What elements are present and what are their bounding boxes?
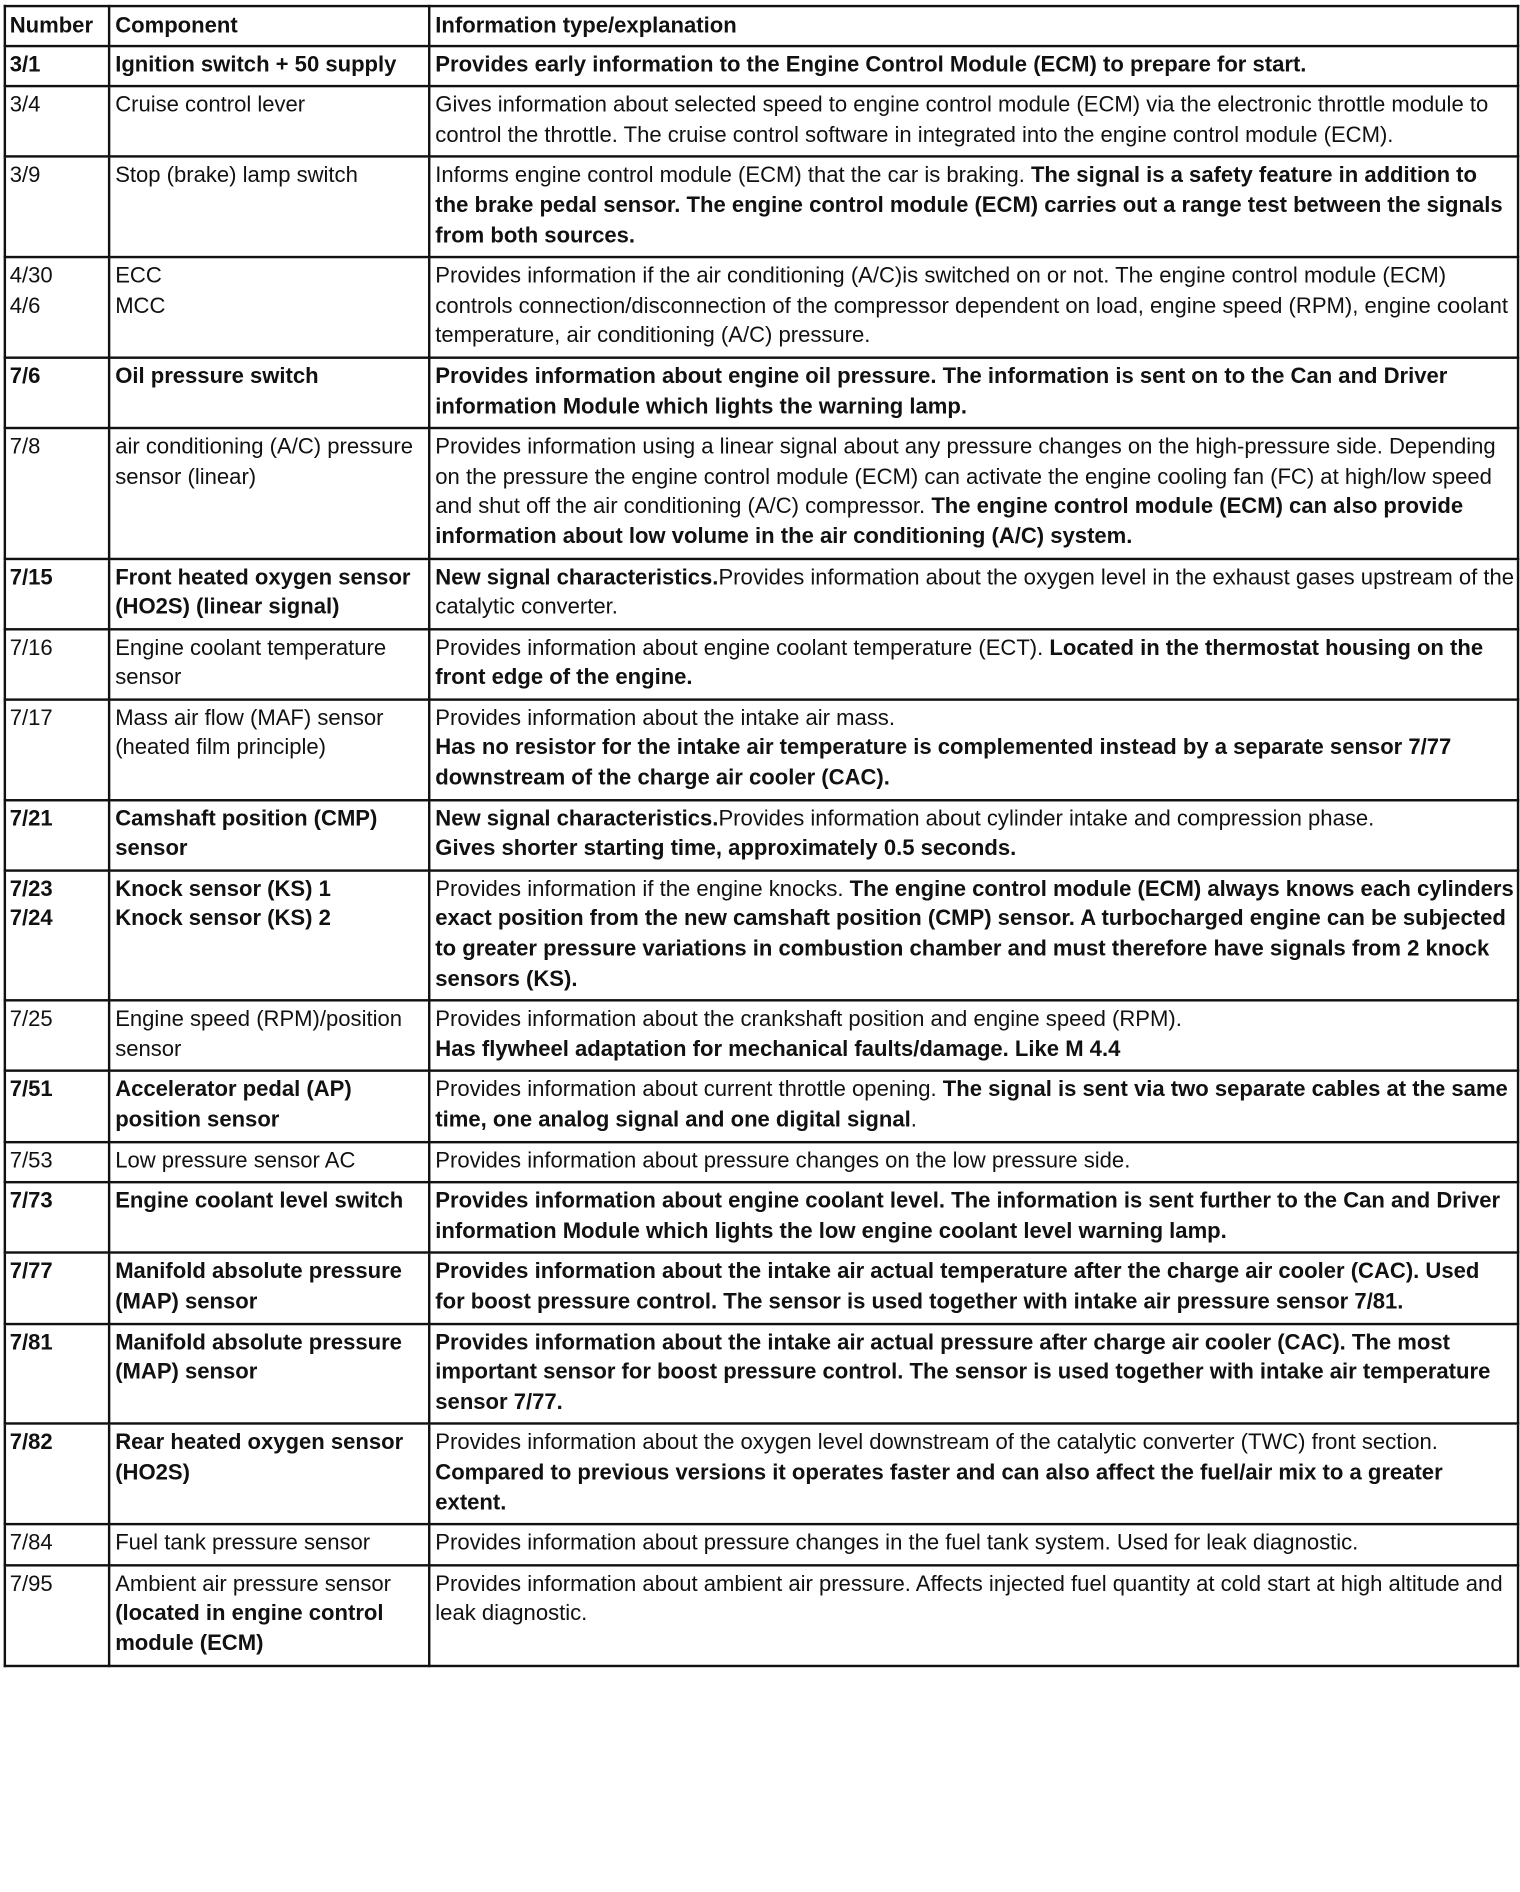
row-number [5,157,109,257]
row-number [5,800,109,871]
table-body [5,46,1518,1666]
number-line: 7/51 [9,1077,53,1102]
info-segment: New signal characteristics. [435,564,719,589]
info-segment: Provides information about engine coolant temperature (ECT). [435,634,1050,660]
row-component [109,1071,429,1142]
component-line: Knock sensor (KS) 1 [115,876,331,901]
table-row [5,86,1518,157]
row-number [5,1424,109,1524]
row-information [429,558,1518,629]
info-segment: Provides information about the intake air actual temperature after the charge air cooler (CAC). Used for boost pressure control. The sensor is used together with intake air pressure sensor 7/81. [435,1259,1480,1314]
table-row [5,800,1518,871]
row-information [429,1142,1518,1183]
row-information [429,800,1518,871]
number-line: 7/21 [9,805,53,831]
row-information [429,1324,1518,1424]
row-information [429,1253,1518,1324]
row-number [5,1142,109,1183]
row-component [109,86,429,157]
row-component [109,629,429,700]
component-segment: Ambient air pressure sensor [115,1571,391,1596]
number-line: 3/4 [9,92,41,117]
info-segment: Provides information about engine oil pressure. The information is sent on to the Can and Driver information Module which lights the warning lamp. [435,363,1448,418]
row-component [109,257,429,357]
table-row [5,1565,1518,1665]
info-segment: Provides information if the engine knocks. [435,876,850,901]
table-header-row [5,6,1518,46]
info-segment: Gives shorter starting time, approximately 0.5 seconds. [435,835,1017,860]
row-information [429,1071,1518,1142]
row-component [109,1182,429,1253]
info-segment: Provides information about the oxygen level in the exhaust gases upstream of the catalytic converter. [435,564,1515,619]
number-line: 7/15 [9,564,53,589]
number-line: 3/1 [9,51,41,76]
row-information [429,46,1518,87]
component-line: Manifold absolute pressure (MAP) sensor [115,1259,402,1314]
row-number [5,358,109,429]
component-line: Fuel tank pressure sensor [115,1530,371,1555]
component-line: Engine coolant temperature sensor [115,634,387,690]
info-segment: Has no resistor for the intake air temperature is complemented instead by a separate sensor 7/77 downstream of the charge air cooler (CAC). [435,735,1452,790]
row-information [429,157,1518,257]
component-line: Accelerator pedal (AP) position sensor [115,1077,352,1132]
info-segment: The engine control module (ECM) can also provide information about low volume in the air conditioning (A/C) system. [435,493,1464,548]
number-line: 7/82 [9,1429,53,1455]
row-information [429,428,1518,558]
row-information [429,629,1518,700]
row-component [109,1001,429,1072]
table-row [5,1524,1518,1565]
table-row [5,558,1518,629]
header-information: Information type/explanation [429,6,1518,46]
number-line: 3/9 [9,162,41,188]
row-information [429,358,1518,429]
row-information [429,699,1518,799]
info-segment: Informs engine control module (ECM) that the car is braking. [435,162,1031,188]
row-number [5,1001,109,1072]
table-row [5,358,1518,429]
row-component [109,558,429,629]
table-row [5,629,1518,700]
table-row [5,1071,1518,1142]
row-information [429,870,1518,1000]
row-component [109,870,429,1000]
info-segment: Provides information about the crankshaft position and engine speed (RPM). [435,1006,1182,1031]
table-row [5,1142,1518,1183]
info-segment: Provides information about engine coolant level. The information is sent further to the Can and Driver information Module which lights the low engine coolant level warning lamp. [435,1188,1501,1243]
table-row [5,1182,1518,1253]
info-segment: . [910,1107,917,1132]
component-line: Engine coolant level switch [115,1188,404,1213]
row-information [429,257,1518,357]
row-information [429,1565,1518,1665]
row-number [5,1182,109,1253]
row-number [5,86,109,157]
table-row [5,428,1518,558]
table-row [5,157,1518,257]
table-row [5,1001,1518,1072]
info-segment: Provides information about the intake air actual pressure after charge air cooler (CAC). The most important sensor for boost pressure control. The sensor is used together with intake air temperature sensor 7/77. [435,1329,1491,1414]
row-number [5,629,109,700]
info-segment: Located in the thermostat housing on the front edge of the engine. [435,634,1484,690]
component-line [115,1569,425,1658]
number-line: 7/84 [9,1530,53,1555]
component-line: Camshaft position (CMP) sensor [115,805,378,860]
component-line: Ignition switch + 50 supply [115,51,397,76]
component-line: Cruise control lever [115,92,306,117]
component-line: Stop (brake) lamp switch [115,162,358,188]
row-component [109,1324,429,1424]
number-line: 7/23 [9,876,53,901]
table-row [5,1324,1518,1424]
info-segment: Provides information about cylinder intake and compression phase. [718,805,1375,831]
component-line: MCC [115,293,166,318]
table-row [5,257,1518,357]
row-component [109,1424,429,1524]
component-line: Low pressure sensor AC [115,1147,356,1172]
number-line: 7/25 [9,1006,53,1031]
row-number [5,257,109,357]
info-segment: The signal is a safety feature in addition to the brake pedal sensor. The engine control module (ECM) carries out a range test between the signals from both sources. [435,162,1503,247]
row-component [109,1524,429,1565]
row-component [109,157,429,257]
row-component [109,1142,429,1183]
row-component [109,1253,429,1324]
row-number [5,1524,109,1565]
number-line: 7/77 [9,1259,53,1284]
component-table [4,5,1520,1667]
row-component [109,358,429,429]
number-line: 4/30 [9,263,53,288]
table-row [5,870,1518,1000]
info-segment: The engine control module (ECM) always knows each cylinders exact position from the new camshaft position (CMP) sensor. A turbocharged engine can be subjected to greater pressure variations in combustion chamber and must therefore have signals from 2 knock sensors (KS). [435,876,1514,991]
number-line: 4/6 [9,293,41,318]
info-segment: Compared to previous versions it operates faster and can also affect the fuel/air mix to a greater extent. [435,1459,1443,1514]
row-component [109,800,429,871]
component-segment: (located in engine control module (ECM) [115,1600,384,1655]
component-line: ECC [115,263,162,288]
info-segment: Provides information about ambient air pressure. Affects injected fuel quantity at cold start at high altitude and leak diagnostic. [435,1571,1503,1626]
number-line: 7/81 [9,1329,53,1354]
table-row [5,1424,1518,1524]
component-line: air conditioning (A/C) pressure sensor (linear) [115,434,414,489]
number-line: 7/73 [9,1188,53,1213]
number-line: 7/17 [9,705,53,730]
row-component [109,699,429,799]
row-information [429,86,1518,157]
info-segment: Gives information about selected speed to engine control module (ECM) via the electronic throttle module to control the throttle. The cruise control software in integrated into the engine control module (ECM). [435,92,1489,147]
row-information [429,1182,1518,1253]
number-line: 7/16 [9,634,53,660]
component-line: Manifold absolute pressure (MAP) sensor [115,1329,402,1384]
header-number: Number [5,6,109,46]
row-number [5,1071,109,1142]
header-component: Component [109,6,429,46]
row-information [429,1524,1518,1565]
row-component [109,1565,429,1665]
info-segment: Provides information about pressure changes in the fuel tank system. Used for leak diagnostic. [435,1530,1359,1555]
number-line: 7/95 [9,1571,53,1596]
row-number [5,699,109,799]
number-line: 7/53 [9,1147,53,1172]
row-number [5,1324,109,1424]
component-line: Engine speed (RPM)/position sensor [115,1006,403,1061]
row-number [5,870,109,1000]
component-line: Oil pressure switch [115,363,319,388]
info-segment: New signal characteristics. [435,805,719,831]
number-line: 7/24 [9,906,53,931]
number-line: 7/8 [9,434,41,459]
info-segment: Provides early information to the Engine Control Module (ECM) to prepare for start. [435,51,1307,76]
row-number [5,428,109,558]
info-segment: Provides information about pressure changes on the low pressure side. [435,1147,1131,1172]
info-segment: Provides information if the air conditioning (A/C)is switched on or not. The engine control module (ECM) controls connection/disconnection of the compressor dependent on load, engine speed (RPM), engine coolant temperature, air conditioning (A/C) pressure. [435,263,1508,348]
info-segment: Provides information about current throttle opening. [435,1077,943,1102]
info-segment: Provides information about the intake air mass. [435,705,895,730]
row-component [109,428,429,558]
info-segment: Provides information about the oxygen level downstream of the catalytic converter (TWC) front section. [435,1429,1438,1455]
row-number [5,558,109,629]
info-segment: The signal is sent via two separate cables at the same time, one analog signal and one digital signal [435,1077,1508,1132]
info-segment: Provides information using a linear signal about any pressure changes on the high-pressure side. Depending on the pressure the engine control module (ECM) can activate the engine cooling fan (FC) at high/low speed and shut off the air conditioning (A/C) compressor. [435,434,1496,519]
component-line: Front heated oxygen sensor (HO2S) (linear signal) [115,564,411,619]
table-row [5,1253,1518,1324]
row-number [5,46,109,87]
component-line: Mass air flow (MAF) sensor (heated film principle) [115,705,384,760]
row-information [429,1424,1518,1524]
table-row [5,699,1518,799]
row-information [429,1001,1518,1072]
row-number [5,1253,109,1324]
table-row [5,46,1518,87]
row-number [5,1565,109,1665]
row-component [109,46,429,87]
number-line: 7/6 [9,363,41,388]
component-line: Rear heated oxygen sensor (HO2S) [115,1429,404,1485]
component-line: Knock sensor (KS) 2 [115,906,331,931]
info-segment: Has flywheel adaptation for mechanical faults/damage. Like M 4.4 [435,1036,1121,1061]
